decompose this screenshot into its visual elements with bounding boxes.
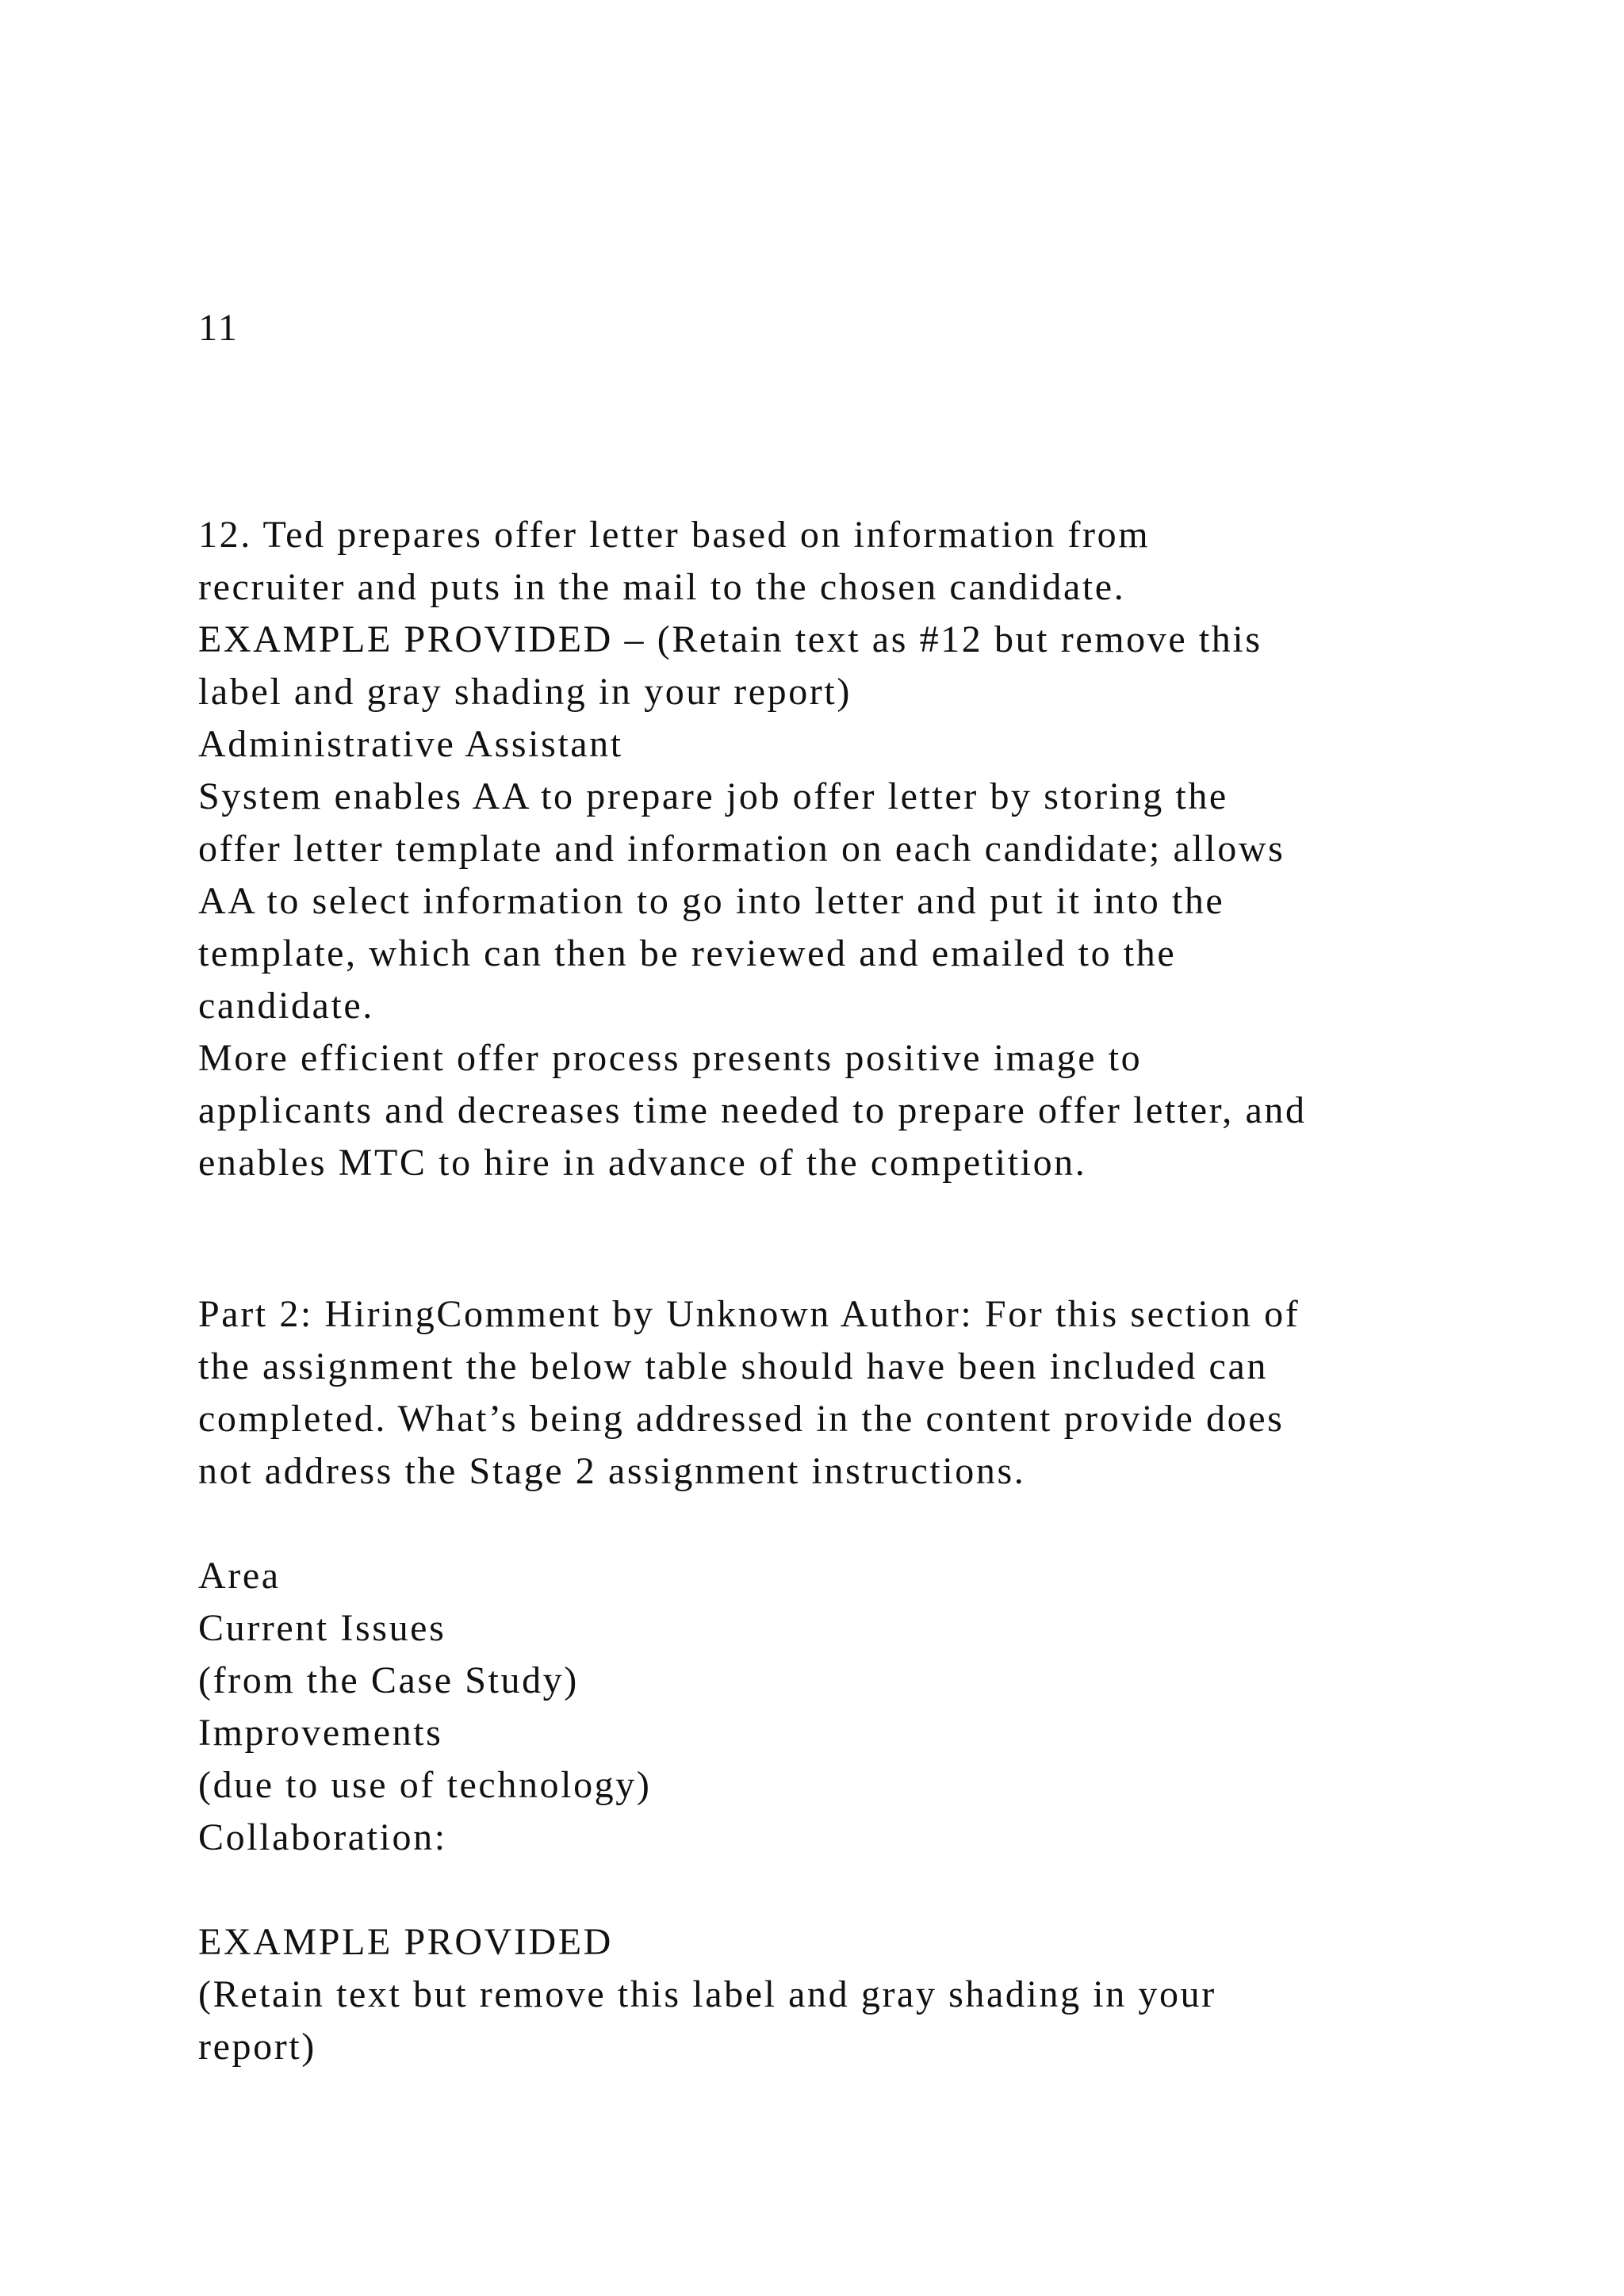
text-line: enables MTC to hire in advance of the competition.	[198, 1142, 1087, 1184]
text-line: recruiter and puts in the mail to the chosen candidate.	[198, 566, 1126, 608]
text-line: More efficient offer process presents positive image to	[198, 1037, 1143, 1079]
text-line: the assignment the below table should have been included can	[198, 1345, 1268, 1387]
text-line: AA to select information to go into letter and put it into the	[198, 880, 1225, 922]
part-2-paragraph	[198, 1288, 1467, 1498]
text-line: Collaboration:	[198, 1816, 447, 1858]
text-line: Improvements	[198, 1712, 443, 1754]
example-provided-note	[198, 1916, 1467, 2073]
text-line: Part 2: HiringComment by Unknown Author: For this section of	[198, 1293, 1300, 1335]
text-line: System enables AA to prepare job offer letter by storing the	[198, 775, 1228, 817]
text-line: label and gray shading in your report)	[198, 671, 852, 713]
text-line: report)	[198, 2026, 316, 2068]
text-line: Area	[198, 1555, 281, 1597]
text-line: template, which can then be reviewed and emailed to the	[198, 932, 1177, 974]
text-line: (due to use of technology)	[198, 1764, 652, 1806]
item-12-paragraph	[198, 509, 1467, 1189]
text-line: 12. Ted prepares offer letter based on information from	[198, 514, 1151, 556]
page-number: 11	[198, 307, 239, 349]
text-line: (from the Case Study)	[198, 1659, 579, 1701]
text-line: candidate.	[198, 985, 374, 1027]
text-line: offer letter template and information on each candidate; allows	[198, 828, 1285, 870]
text-line: Current Issues	[198, 1607, 446, 1649]
text-line: applicants and decreases time needed to prepare offer letter, and	[198, 1089, 1307, 1131]
text-line: EXAMPLE PROVIDED – (Retain text as #12 but remove this	[198, 618, 1262, 660]
text-line: not address the Stage 2 assignment instructions.	[198, 1450, 1026, 1492]
text-line: (Retain text but remove this label and gray shading in your	[198, 1973, 1216, 2015]
page-number-block	[198, 302, 1467, 354]
text-line: Administrative Assistant	[198, 723, 623, 765]
table-headers-block	[198, 1550, 1467, 1864]
text-line: EXAMPLE PROVIDED	[198, 1921, 613, 1963]
text-line: completed. What’s being addressed in the content provide does	[198, 1398, 1285, 1440]
